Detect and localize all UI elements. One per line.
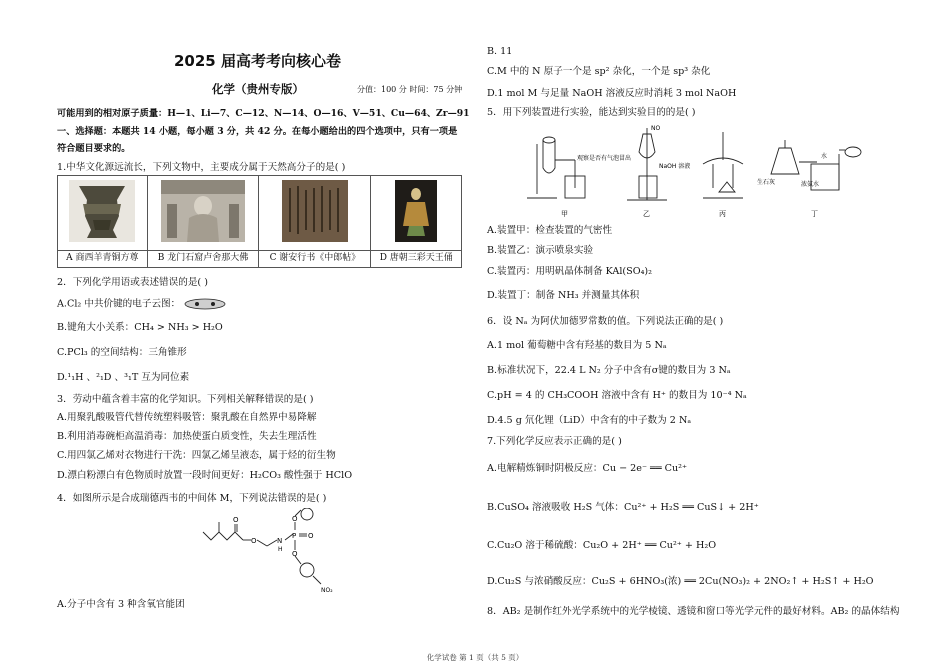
q2-option-c: C.PCl₃ 的空间结构：三角锥形 [57,347,187,358]
q4-option-c: C.M 中的 N 原子一个是 sp² 杂化，一个是 sp³ 杂化 [487,66,711,77]
struct-p: P [292,532,297,540]
q5-lime-label: 生石灰 [757,179,776,186]
section-heading-line1: 一、选择题：本题共 14 小题，每小题 3 分，共 42 分。在每小题给出的四个选项中，只有一项是 [57,126,458,137]
q5-apparatus-diagram [527,124,877,220]
q6-option-c: C.pH = 4 的 CH₃COOH 溶液中含有 H⁺ 的数目为 10⁻⁴ Nₐ [487,390,747,401]
struct-o-bottom: O [292,550,298,558]
q4-option-d: D.1 mol M 与足量 NaOH 溶液反应时消耗 3 mol NaOH [487,88,737,99]
q5-naoh-label: NaOH 溶液 [659,163,691,170]
q5-ammonia-label: 浓氨水 [801,181,820,188]
q5-label-bing: 丙 [719,210,726,218]
q3-option-a: A.用聚乳酸吸管代替传统塑料吸管：聚乳酸在自然界中易降解 [57,412,317,423]
exam-title: 2025 届高考考向核心卷 [174,52,341,70]
q7-option-d: D.Cu₂S 与浓硝酸反应：Cu₂S + 6HNO₃(浓) ══ 2Cu(NO₃)₂ + 2NO₂↑ + H₂S↑ + H₂O [487,576,874,587]
q5-label-yi: 乙 [643,210,650,218]
q7-option-a: A.电解精炼铜时阴极反应：Cu − 2e⁻ ══ Cu²⁺ [487,463,688,474]
struct-no2: NO₂ [321,587,333,594]
q3-option-d: D.漂白粉漂白有色物质时放置一段时间更好：H₂CO₃ 酸性强于 HClO [57,470,353,481]
q3-option-c: C.用四氯乙烯对衣物进行干洗：四氯乙烯呈液态，属于烃的衍生物 [57,450,336,461]
q1-stem: 1.中华文化源远流长，下列文物中，主要成分属于天然高分子的是( ) [57,162,346,173]
section-heading-line2: 符合题目要求的。 [57,143,131,154]
q5-label-ding: 丁 [811,210,818,218]
q5-stem: 5．用下列装置进行实验，能达到实验目的的是( ) [487,107,696,118]
q7-stem: 7.下列化学反应表示正确的是( ) [487,436,622,447]
q5-label-jia: 甲 [561,210,568,218]
q1-option-a: A 商西羊青铜方尊 [58,251,148,268]
q6-option-b: B.标准状况下，22.4 L N₂ 分子中含有σ键的数目为 3 Nₐ [487,365,731,376]
struct-o-top: O [292,515,298,523]
q6-option-a: A.1 mol 葡萄糖中含有羟基的数目为 5 Nₐ [487,340,667,351]
score-time: 分值：100 分 时间：75 分钟 [357,85,463,94]
q5-no-label: NO [651,125,661,132]
q2-option-b: B.键角大小关系：CH₄ > NH₃ > H₂O [57,322,223,333]
page-footer: 化学试卷 第 1 页（共 5 页） [426,653,524,662]
q2-option-a-text: A.Cl₂ 中共价键的电子云图： [57,298,181,310]
electron-cloud-diagram [183,298,227,310]
q5-water-label: 水 [821,153,828,160]
q1-option-d: D 唐朝三彩天王俑 [371,251,462,268]
q7-option-b: B.CuSO₄ 溶液吸收 H₂S 气体：Cu²⁺ + H₂S ══ CuS↓ + 2H⁺ [487,502,759,513]
q2-option-d: D.¹₁H 、²₁D 、³₁T 互为同位素 [57,372,190,383]
q1-option-b: B 龙门石窟卢舍那大佛 [147,251,259,268]
q6-stem: 6．设 Nₐ 为阿伏加德罗常数的值。下列说法正确的是( ) [487,316,724,327]
q1-option-c: C 谢安行书《中郎帖》 [259,251,371,268]
struct-h: H [278,546,283,553]
tricolor-figure-image [383,180,449,242]
q1-image-a [58,176,148,251]
q5-option-c: C.装置丙：用明矾晶体制备 KAl(SO₄)₂ [487,266,653,277]
q3-stem: 3．劳动中蕴含着丰富的化学知识。下列相关解释错误的是( ) [57,394,314,405]
q5-option-d: D.装置丁：制备 NH₃ 并测量其体积 [487,290,640,301]
q1-image-b [147,176,259,251]
q8-stem: 8．AB₂ 是制作红外光学系统中的光学棱镜、透镜和窗口等光学元件的最好材料。AB₂ 的晶体结构 [487,606,900,617]
struct-o-ester: O [251,537,257,545]
q4-stem: 4．如图所示是合成瑞德西韦的中间体 M，下列说法错误的是( ) [57,493,327,504]
q1-image-table [57,175,462,268]
q2-option-a [57,298,227,310]
q5-observe-label: 观察是否有气泡冒出 [577,155,632,162]
q4-option-b: B. 11 [487,46,513,57]
molecule-m-structure [197,508,367,594]
q4-option-a: A.分子中含有 3 种含氧官能团 [57,599,185,610]
buddha-grotto-image [161,180,245,242]
struct-nh: N [277,537,283,545]
q5-option-b: B.装置乙：演示喷泉实验 [487,245,594,256]
struct-o-double: O [308,532,314,540]
struct-o-carbonyl: O [233,516,239,524]
q3-option-b: B.利用消毒碗柜高温消毒：加热使蛋白质变性，失去生理活性 [57,431,317,442]
calligraphy-image [282,180,348,242]
subject-title: 化学（贵州专版） [212,82,304,96]
atomic-masses: 可能用到的相对原子质量：H—1、Li—7、C—12、N—14、O—16、V—51、Cu—64、Zr—91 [57,108,470,119]
q2-stem: 2．下列化学用语或表述错误的是( ) [57,277,208,288]
q1-image-d [371,176,462,251]
q7-option-c: C.Cu₂O 溶于稀硫酸：Cu₂O + 2H⁺ ══ Cu²⁺ + H₂O [487,540,717,551]
q6-option-d: D.4.5 g 氘化锂（LiD）中含有的中子数为 2 Nₐ [487,415,692,426]
q1-image-c [259,176,371,251]
q5-option-a: A.装置甲：检查装置的气密性 [487,225,613,236]
bronze-vessel-image [69,180,135,242]
